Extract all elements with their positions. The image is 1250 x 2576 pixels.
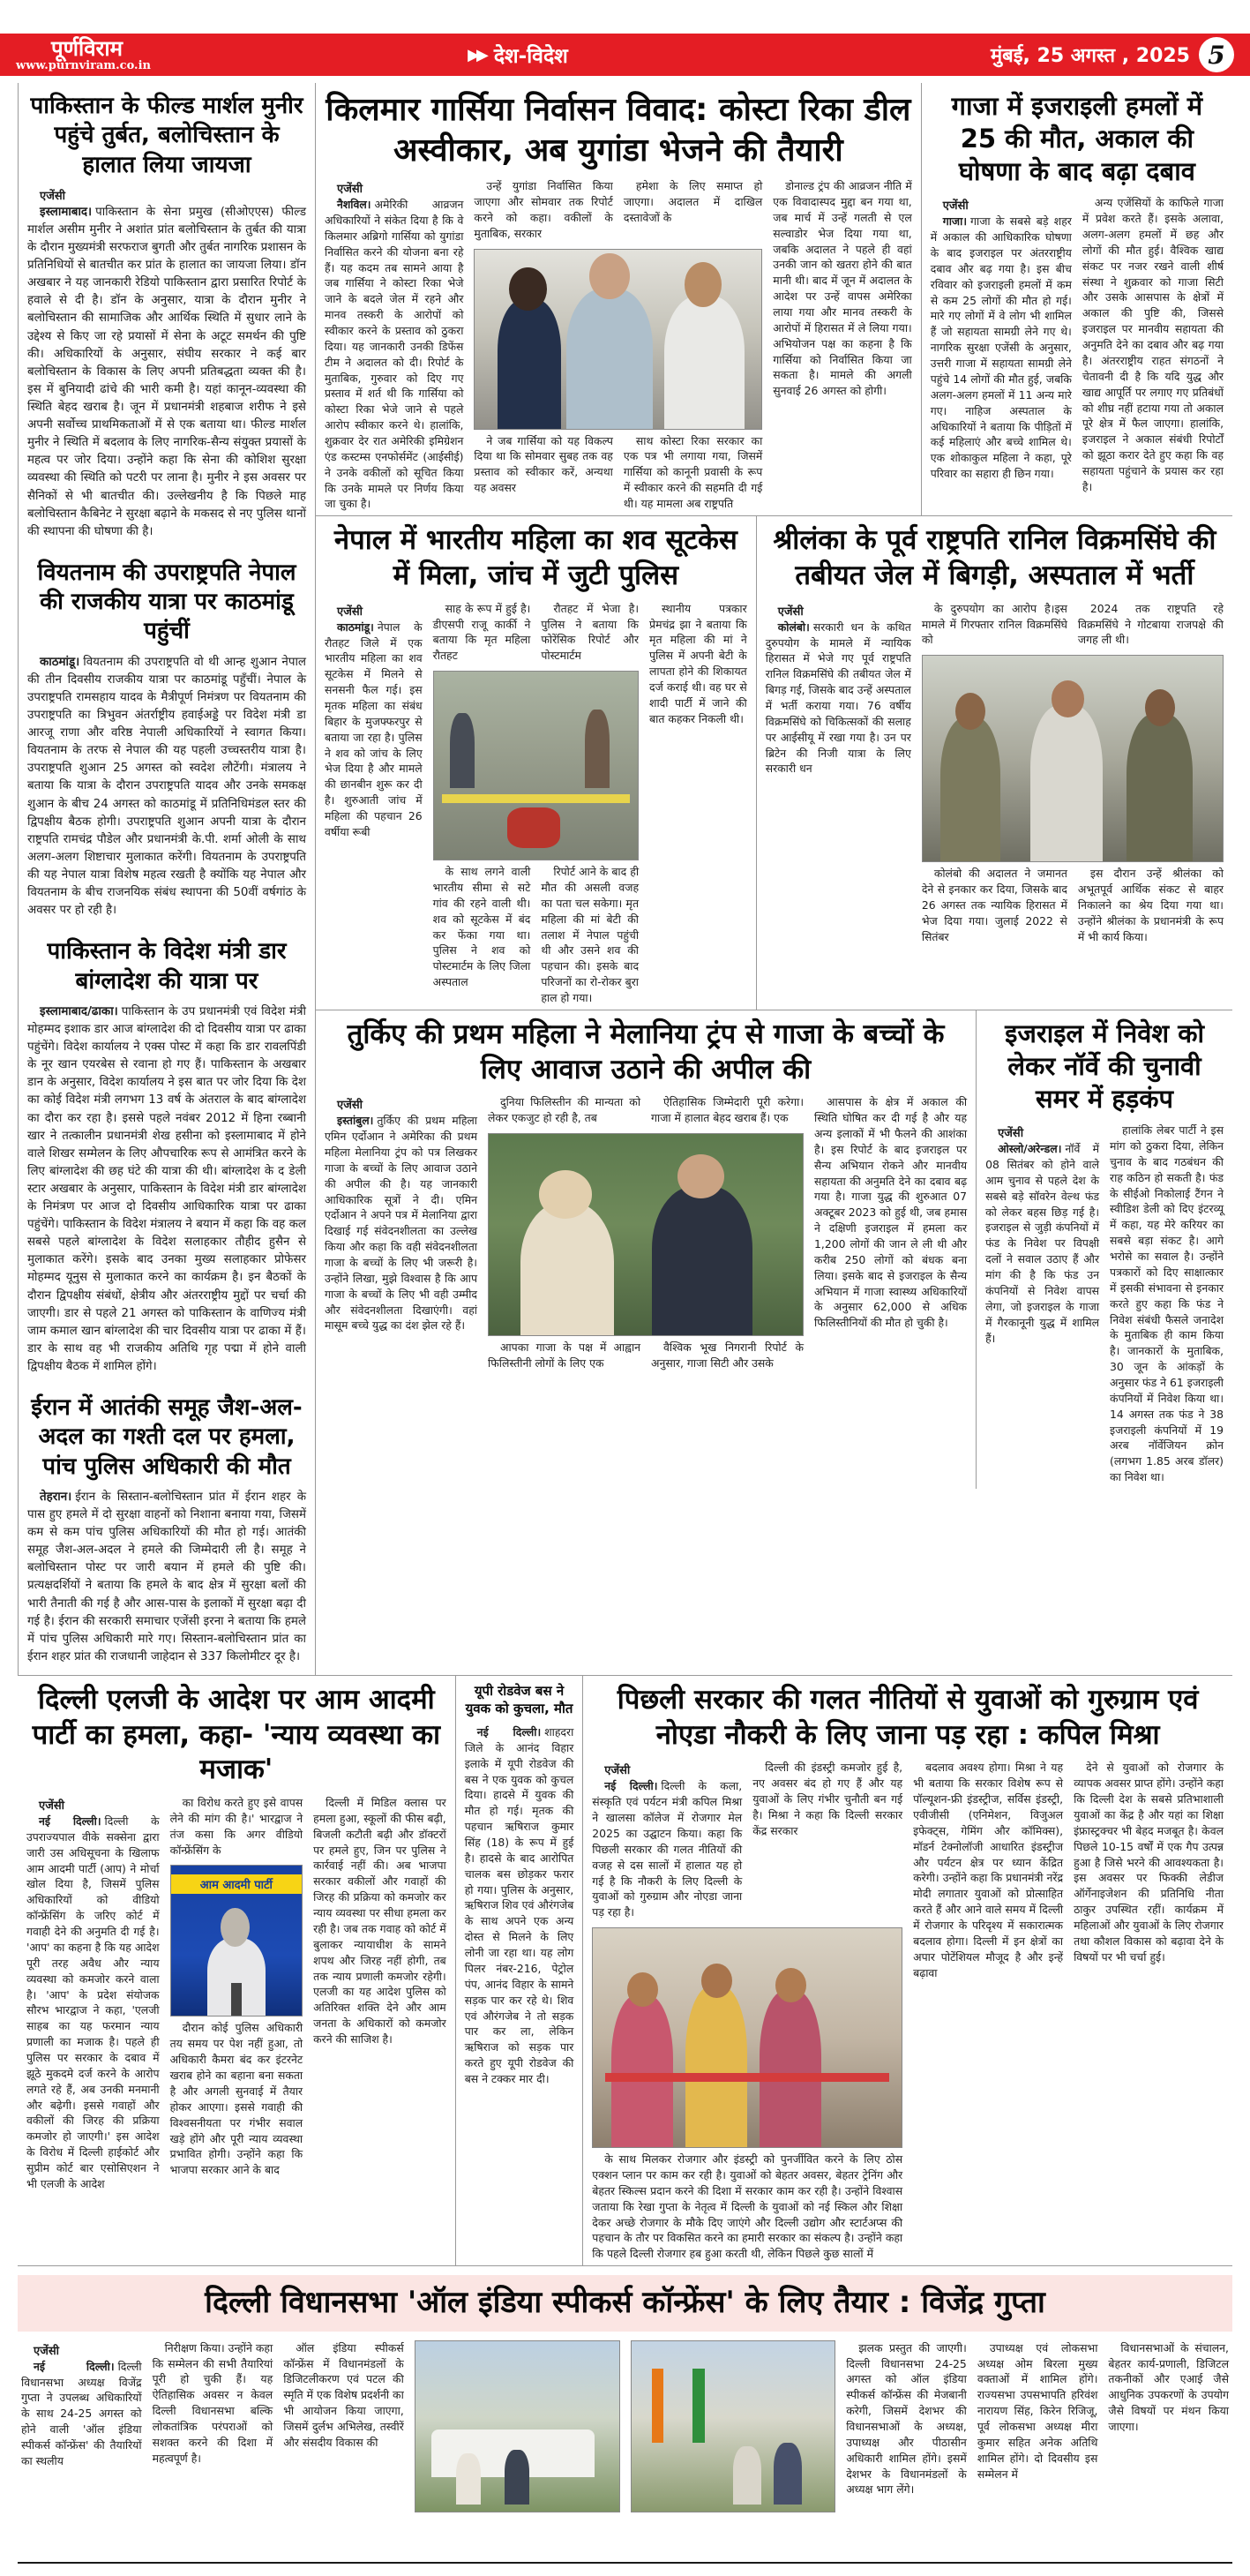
microphone (231, 1983, 242, 2016)
police-tape (442, 794, 630, 804)
headline: वियतनाम की उपराष्ट्रपति नेपाल की राजकीय यात्रा पर काठमांडू पहुंचीं (37, 559, 296, 645)
article-pak-munir (27, 83, 306, 550)
dateline: इस्लामाबाद। (40, 205, 93, 219)
headline: इजराइल में निवेश को लेकर नॉर्वे की चुनावी समर में हड़कंप (1005, 1018, 1204, 1115)
section-label: देश-विदेश (493, 45, 568, 68)
body-text: नई दिल्ली। शाहदरा जिले के आनंद विहार इलाके में यूपी रोडवेज की बस ने एक युवक को कुचल दिया। हादसे में युवक की मौत हो गई। मृतक की पहचान ऋषिराज कुमार सिंह (18) के रूप में हुई है। हादसे के बाद आरोपित चालक बस छोड़कर फरार हो गया। पुलिस के अनुसार, ऋषिराज शिव एवं औरंगजेब के साथ अपने एक अन्य दोस्त से मिलने के लिए लोनी जा रहा था। यह लोग पिलर नंबर-216, पेट्रोल पंप, आनंद विहार के सामने सड़क पार कर रहे थे। शिव एवं औरंगजेब ने तो सड़क पार कर ला, लेकिन ऋषिराज को सड़क पार करते हुए यूपी रोडवेज की बस ने टक्कर मार दी। (464, 1725, 574, 2085)
ribbon (605, 2073, 889, 2082)
byline: एजेंसी (942, 199, 969, 214)
column-1: एजेंसी नई दिल्ली। दिल्ली विधानसभा अध्यक्ष विजेंद्र गुप्ता ने उपलब्ध अधिकारियों के साथ 24-25 अगस्त को होने वाली 'ऑल इंडिया स्पीकर्स कॉन्फ्रेंस' की तैयारियों का स्थलीय (21, 2340, 142, 2548)
article-norway-fund (976, 1010, 1232, 1489)
column-3-top: 2024 तक राष्ट्रपति रहे विक्रमसिंघे ने गोटबाया राजपक्षे की जगह ली थी। (1077, 601, 1224, 647)
left-column (18, 83, 316, 1675)
below-photo-text: के साथ मिलकर रोजगार और इंडस्ट्री को पुनर्जीवित करने के लिए ठोस एक्शन प्लान पर काम कर रही है। युवाओं को बेहतर अवसर, बेहतर ट्रेनिंग और बेहतर स्किल्स प्रदान करने की दिशा में सरकार काम कर रही है। उन्होंने विश्वास जताया कि रेखा गुप्ता के नेतृत्व में दिल्ली के युवाओं को नई स्किल और शिक्षा देकर अच्छे रोजगार के मौके दिए जाएंगे और दिल्ली उद्योग और स्टार्टअप्स की पहचान के तौर पर विकसित करने का हमारी सरकार का संकल्प है। उन्होंने कहा कि पहले दिल्ली रोजगार हब हुआ करती थी, लेकिन पिछले कुछ सालों में (592, 2152, 903, 2261)
article-turkey-first-lady (316, 1010, 976, 1489)
dateline: तेहरान। (40, 1490, 72, 1504)
first-lady-silhouette (520, 1202, 615, 1334)
headline: पाकिस्तान के विदेश मंत्री डार बांग्लादेश की यात्रा पर (47, 938, 287, 995)
column-2: हालांकि लेबर पार्टी ने इस मांग को ठुकरा दिया, लेकिन चुनाव के बाद गठबंधन की राह कठिन हो सकती है। फंड के सीईओ निकोलाई टैंगन ने स्वीडिश डेली को दिए इंटरव्यू में कहा, यह मेरे करियर का सबसे बड़ा संकट है। आगे भरोसे का सवाल है। उन्होंने पत्रकारों को दिए साक्षात्कार में इसकी संभावना से इनकार करते हुए कहा कि फंड ने निवेश संबंधी फैसले जनादेश के मुताबिक ही काम किया है। जानकारों के मुताबिक, 30 जून के आंकड़ों के अनुसार फंड ने 61 इजराइली कंपनियों में निवेश किया था। 14 अगस्त तक फंड ने 38 इजराइली कंपनियों में 19 अरब नॉर्वेजियन क्रोन (लगभग 1.85 अरब डॉलर) का निवेश था। (1110, 1123, 1224, 1484)
column-3-top: रौतहट में भेजा है। पुलिस ने बताया कि फोरेंसिक रिपोर्ट और पोस्टमार्टम (541, 601, 640, 663)
officer-silhouette (940, 717, 1000, 861)
dateline: काठमांडू। (40, 655, 80, 669)
main-area (316, 83, 1232, 1675)
person-head (589, 253, 629, 300)
headline: पाकिस्तान के फील्ड मार्शल मुनीर पहुंचे तुर्बत, बलोचिस्तान के हालात लिया जायजा (30, 93, 303, 178)
person-silhouette (774, 2443, 802, 2504)
column-2: अन्य एजेंसियों के काफिले गाजा में प्रवेश करते हैं। इसके अलावा, अलग-अलग हमलों में छह और लोगों की मौत हुई। वैश्विक खाद्य संकट पर नजर रखने वाली शीर्ष संस्था ने शुक्रवार को गाजा सिटी और उसके आसपास के क्षेत्रों में अकाल की पुष्टि की, जिससे इजराइल पर मानवीय सहायता की अनुमति देने का दबाव और बढ़ गया है। अंतरराष्ट्रीय राहत संगठनों ने चेतावनी दी है कि यदि युद्ध और खाद्य आपूर्ति पर लगाए गए प्रतिबंधों को शीघ्र नहीं हटाया गया तो अकाल पूरे क्षेत्र में फैल जाएगा। हालांकि, इजराइल ने अकाल संबंधी रिपोर्टों को झूठा करार देते हुए कहा कि वह सहायता पहुंचाने के प्रयास कर रहा है। (1082, 196, 1224, 493)
person-head (685, 262, 722, 307)
column-2-bottom: कोलंबो की अदालत ने जमानत देने से इनकार कर दिया, जिसके बाद 26 अगस्त तक न्यायिक हिरासत में भेज दिया गया। जुलाई 2022 से सितंबर (921, 867, 1067, 943)
headline: गाजा में इजराइली हमलों में 25 की मौत, अकाल की घोषणा के बाद बढ़ा दबाव (951, 91, 1203, 187)
aap-press-conference-photo (170, 1865, 303, 2016)
column-3-bottom: वैश्विक भूख निगरानी रिपोर्ट के अनुसार, गाजा सिटी और उसके (651, 1340, 805, 1370)
masthead-right (991, 37, 1234, 72)
headline: नेपाल में भारतीय महिला का शव सूटकेस में मिला, जांच में जुटी पुलिस (333, 524, 737, 592)
column-2: निरीक्षण किया। उन्होंने कहा कि सम्मेलन की सभी तैयारियां पूरी हो चुकी हैं। यह ऐतिहासिक अवसर न केवल दिल्ली विधानसभा बल्कि लोकतांत्रिक परंपराओं को सशक्त करने की दिशा में महत्वपूर्ण है। (152, 2340, 273, 2465)
body-text: इस्लामाबाद/ढाका। पाकिस्तान के उप प्रधानमंत्री एवं विदेश मंत्री मोहम्मद इशाक डार आज बांग्लादेश की दो दिवसीय यात्रा पर ढाका पहुंचेंगे। विदेश कार्यालय ने एक्स पोस्ट में कहा कि डार रावलपिंडी के नूर खान एयरबेस से रवाना हो गए हैं। पाकिस्तान के अखबार डान के अनुसार, विदेश कार्यालय ने इस बात पर जोर दिया कि देश का कोई विदेश मंत्री लगभग 13 वर्ष के अंतराल के बाद बांग्लादेश का दौरा कर रहा है। इससे पहले नवंबर 2012 में हिना रब्बानी खार ने तत्कालीन प्रधानमंत्री शेख हसीना को इस्लामाबाद में होने वाले शिखर सम्मेलन के लिए औपचारिक रूप से आमंत्रित करने के लिए बांग्लादेश की छह घंटे की यात्रा की थी। बांग्लादेश के द डेली स्टार अखबार के अनुसार, पाकिस्तान के विदेश मंत्री डार बांग्लादेश के निमंत्रण पर आज दो दिवसीय आधिकारिक यात्रा पर ढाका पहुंचेंगे। पाकिस्तान के विदेश मंत्रालय ने बयान में कहा कि वह कल सबसे पहले बांग्लादेश के विदेश सलाहकार तौहीद हुसैन से मुलाकात करेंगे। इसके बाद उनका मुख्य सलाहकार प्रोफेसर मोहम्मद यूनुस से मुलाकात करने का कार्यक्रम है। इन बैठकों के दौरान द्विपक्षीय संबंधों, क्षेत्रीय और अंतरराष्ट्रीय मुद्दों पर चर्चा की जाएगी। डार से पहले 21 अगस्त को पाकिस्तान के वाणिज्य मंत्री जाम कमाल खान बांग्लादेश की चार दिवसीय यात्रा पर ढाका में हैं। डार के साथ वह भी राजकीय अतिथि गृह पद्मा में होने वाली द्विपक्षीय बैठक में शामिल होंगे। (27, 1004, 306, 1374)
column-4: स्थानीय पत्रकार प्रेमचंद्र झा ने बताया कि मृत महिला की मां ने पुलिस में अपनी बेटी के लापता होने की शिकायत दर्ज कराई थी। वह घर से शादी पार्टी में जाने की बात कहकर निकली थी। (649, 601, 747, 725)
person-silhouette (505, 2450, 529, 2505)
wickremesinghe-escort-photo (922, 655, 1224, 862)
column-4: आसपास के क्षेत्र में अकाल की स्थिति घोषित कर दी गई है और यह अन्य इलाकों में भी फैलने की आशंका है। इस रिपोर्ट के बाद इजराइल पर सैन्य अभियान रोकने और मानवीय सहायता की अनुमति देने का दबाव बढ़ गया है। गाजा युद्ध की शुरुआत 07 अक्टूबर 2023 को हुई थी, जब हमास ने दक्षिणी इजराइल में हमला कर 1,200 लोगों की जान ले ली थी और करीब 250 लोगों को बंधक बना लिया। इसके बाद से इजराइल के सैन्य अभियान में गाजा स्वास्थ्य अधिकारियों के अनुसार 62,000 से अधिक फिलिस्तीनियों की मौत हो चुकी है। (814, 1095, 968, 1330)
column-2-top: दुनिया फिलिस्तीन की मान्यता को लेकर एकजुट हो रही है, तब (488, 1095, 641, 1125)
section-chevron-icon: ▶▶ (468, 45, 485, 64)
column-2-top: के दुरुपयोग का आरोप है।इस मामले में गिरफ्तार रानिल विक्रमसिंघे को (921, 601, 1067, 647)
column-2-bottom: आपका गाजा के पक्ष में आह्वान फिलिस्तीनी लोगों के लिए एक (488, 1340, 641, 1370)
column-2-bottom: के साथ लगने वाली भारतीय सीमा से सटे गांव की रहने वाली थी। शव को सूटकेस में बंद कर फेंका गया था। पुलिस ने शव को पोस्टमार्टम के लिए जिला अस्पताल (432, 865, 531, 989)
dateline: नई दिल्ली। (34, 2359, 115, 2373)
article-dar-bangladesh (27, 928, 306, 1385)
website-url: www.purnviram.co.in (16, 58, 151, 72)
person-silhouette (664, 296, 745, 428)
article-vietnam-vp (27, 550, 306, 928)
body-text: काठमांडू। वियतनाम की उपराष्ट्रपति वो थी आन्ह शुआन नेपाल की तीन दिवसीय राजकीय यात्रा पर काठमांडू पहुँचीं। नेपाल के उपराष्ट्रपति रामसहाय यादव के मैत्रीपूर्ण निमंत्रण पर वियतनाम की उपराष्ट्रपति का त्रिभुवन अंतर्राष्ट्रीय हवाईअड्डे पर विदेश मंत्री डा आरजू राणा और वरिष्ठ नेपाली अधिकारियों ने स्वागत किया।वियतनाम के तरफ से नेपाल की यह पहली उच्चस्तरीय यात्रा है। उपराष्ट्रपति शुआन 25 अगस्त को स्वदेश लौटेंगी। मंत्रालय ने बताया कि यात्रा के दौरान उपराष्ट्रपति यादव और उनके समकक्ष शुआन के बीच 24 अगस्त को काठमांडू में प्रतिनिधिमंडल स्तर की द्विपक्षीय बैठक होगी। उपराष्ट्रपति शुआन अपनी यात्रा के दौरान राष्ट्रपति रामचंद्र पौडेल और प्रधानमंत्री के.पी. शर्मा ओली के साथ अलग-अलग शिष्टाचार मुलाकात करेंगी। वियतनाम के उपराष्ट्रपति की यह नेपाल यात्रा विशेष महत्व रखती है क्योंकि यह नेपाल और वियतनाम के बीच राजनयिक संबंध स्थापना की 50वीं वर्षगांठ के अवसर पर हो रही है। (27, 655, 306, 918)
article-kapil-mishra (582, 1676, 1232, 2265)
column-3-bottom: साथ कोस्टा रिका सरकार का एक पत्र भी लगाया गया, जिसमें गार्सिया को कानूनी प्रवासी के रूप में स्वीकार करने की सहमति दी गई थी। यह मामला अब राष्ट्रपति (623, 433, 763, 511)
photo-column (631, 2340, 836, 2548)
headline: पिछली सरकार की गलत नीतियों से युवाओं को गुरुग्राम एवं नोएडा नौकरी के लिए जाना पड़ रहा : कपिल मिश्रा (617, 1684, 1199, 1751)
article-delhi-lg-aap (18, 1676, 455, 2265)
dateline: नैशविल। (337, 198, 371, 212)
person-head (1145, 689, 1175, 726)
column-5: उपाध्यक्ष एवं लोकसभा अध्यक्ष ओम बिरला मुख्य वक्ताओं में शामिल होंगे। राज्यसभा उपसभापति हरिवंश नारायण सिंह, किरेन रिजिजू, पूर्व लोकसभा अध्यक्ष मीरा कुमार सहित अनेक अतिथि शामिल होंगे। दो दिवसीय इस सम्मेलन में (977, 2340, 1098, 2481)
column-1: एजेंसी नई दिल्ली। दिल्ली के उपराज्यपाल वीके सक्सेना द्वारा जारी उस अधिसूचना के खिलाफ आम आदमी पार्टी (आप) ने मोर्चा खोल दिया है, जिसमें पुलिस अधिकारियों को वीडियो कॉन्फ्रेंसिंग के जरिए कोर्ट में गवाही देने की अनुमति दी गई है। 'आप' का कहना है कि यह आदेश पूरी तरह अवैध और न्याय व्यवस्था को कमजोर करने वाला है। 'आप' के प्रदेश संयोजक सौरभ भारद्वाज ने कहा, 'एलजी साहब का यह फरमान न्याय प्रणाली का मजाक है। पहले ही पुलिस पर सरकार के दबाव में झूठे मुकदमे दर्ज करने के आरोप लगते रहे हैं, अब उनकी मनमानी और बढ़ेगी। इससे गवाहों और वकीलों की जिरह की प्रक्रिया कमजोर हो जाएगी।' इस आदेश के विरोध में दिल्ली हाईकोर्ट और सुप्रीम कोर्ट बार एसोसिएशन ने भी एलजी के आदेश (26, 1795, 160, 2196)
headline-band (18, 2275, 1232, 2332)
page-content (0, 76, 1250, 2564)
column-2-top: साह के रूप में हुई है। डीएसपी राजू कार्की ने बताया कि मृत महिला रौतहट (432, 601, 531, 663)
paper-logo: पूर्णविराम (51, 35, 123, 61)
dateline: गाजा। (942, 214, 968, 229)
column-4: झलक प्रस्तुत की जाएगी। दिल्ली विधानसभा 24-25 अगस्त को ऑल इंडिया स्पीकर्स कॉन्फ्रेंस की मेजबानी करेगी, जिसमें देशभर की विधानसभाओं के अध्यक्ष, उपाध्यक्ष और पीठासीन अधिकारी शामिल होंगे। इसमें देशभर के विधानमंडलों के अध्यक्ष भाग लेंगे। (846, 2340, 967, 2497)
byline: एजेंसी (337, 605, 363, 619)
byline: एजेंसी (34, 2344, 59, 2358)
column-3-bottom: रिपोर्ट आने के बाद ही मौत की असली वजह का पता चल सकेगा। मृत महिला की मां बेटी की तलाश में नेपाल पहुंची थी और उसने शव की पहचान की। इसके बाद परिजनों का रो-रोकर बुरा हाल हो गया। (541, 865, 640, 1004)
column-4: डोनाल्ड ट्रंप की आव्रजन नीति में एक विवादास्पद मुद्दा बन गया था, जब मार्च में उन्हें गलती से एल सल्वाडोर भेज दिया गया था, जबकि अदालत ने पहले ही वहां उनकी जान को खतरा होने की बात मानी थी। बाद में जून में अदालत के आदेश पर उन्हें वापस अमेरिका लाया गया और मानव तस्करी के आरोपों में हिरासत में ले लिया गया। अभियोजन पक्ष का कहना है कि गार्सिया को निर्वासित किया जा सकता है। मामले की अगली सुनवाई 26 अगस्त को होगी। (773, 179, 912, 398)
article-up-roadways (455, 1676, 583, 2265)
woman-silhouette (611, 1994, 673, 2148)
byline: एजेंसी (337, 1099, 363, 1113)
dateline: इस्लामाबाद/ढाका। (40, 1004, 118, 1018)
column-1: एजेंसी नई दिल्ली। दिल्ली के कला, संस्कृति एवं पर्यटन मंत्री कपिल मिश्रा ने खालसा कॉलेज में रोजगार मेल 2025 का उद्घाटन किया। कहा कि पिछली सरकार की गलत नीतियों की वजह से दस सालों में हालात यह हो गई है कि नौकरी के लिए दिल्ली के युवाओं को गुरुग्राम और नोएडा जाना पड़ रहा है। (592, 1760, 742, 1924)
column-3-top: हमेशा के लिए समाप्त हो जाएगा। अदालत में दाखिल दस्तावेजों के (623, 179, 763, 224)
dateline: काठमांडू। (337, 620, 374, 634)
column-4: देने से युवाओं को रोजगार के व्यापक अवसर प्राप्त होंगे। उन्होंने कहा कि दिल्ली देश के सबसे प्रतिभाशाली युवाओं का केंद्र है और यहां का शिक्षा इंफ्रास्ट्रक्चर भी बेहद मजबूत है। केवल पिछले 10-15 वर्षों में एक गैप उत्पन्न हुआ है जिसे भरने की आवश्यकता है। इस अवसर पर फिक्की लेडीज ऑर्गेनाइजेशन की प्रतिनिधि नीता ठाकुर उपस्थित रहीं। कार्यक्रम में महिलाओं और युवाओं के लिए रोजगार तथा कौशल विकास को बढ़ावा देने के विषयों पर भी चर्चा हुई। (1074, 1761, 1224, 1964)
erdogan-silhouette (652, 1186, 752, 1335)
headline: दिल्ली विधानसभा 'ऑल इंडिया स्पीकर्स कॉन्फ्रेंस' के लिए तैयार : विजेंद्र गुप्ता (205, 2285, 1045, 2321)
person-silhouette (498, 299, 560, 428)
headline: यूपी रोडवेज बस ने युवक को कुचला, मौत (465, 1683, 573, 1716)
headline: श्रीलंका के पूर्व राष्ट्रपति रानिल विक्रमसिंघे की तबीयत जेल में बिगड़ी, अस्पताल में भर्ती (773, 524, 1216, 592)
conference-inspection-photo-2 (631, 2340, 836, 2512)
person-head (775, 1968, 806, 2003)
column-2-top: उन्हें युगांडा निर्वासित किया जाएगा और सोमवार तक रिपोर्ट करने को कहा। वकीलों के मुताबिक, सरकार (474, 179, 613, 240)
headline: किलमार गार्सिया निर्वासन विवाद: कोस्टा रिका डील अस्वीकार, अब युगांडा भेजने की तैयारी (326, 92, 911, 169)
dateline: ओस्लो/अरेन्डल। (998, 1142, 1062, 1156)
speaker-head (221, 1908, 250, 1947)
dateline: इस्तांबुल। (337, 1114, 374, 1128)
masthead-left (16, 35, 151, 72)
column-6: विधानसभाओं के संचालन, बेहतर कार्य-प्रणाली, डिजिटल तकनीकों और एआई जैसे आधुनिक उपकरणों के उपयोग जैसे विषयों पर मंथन किया जाएगा। (1108, 2340, 1229, 2433)
masthead (0, 34, 1250, 76)
person-silhouette (566, 289, 652, 428)
column-3-top: ऐतिहासिक जिम्मेदारी पूरी करेगा। गाजा में हालात बेहद खराब हैं। एक (651, 1095, 805, 1125)
column-1: एजेंसी नैशविल। अमेरिकी आव्रजन अधिकारियों ने संकेत दिया है कि वे किलमार अब्रिगो गार्सिया को युगांडा निर्वासित करने की योजना बना रहे हैं। यह कदम तब सामने आया है जब गार्सिया ने कोस्टा रिका भेजे जाने के बदले जेल में रहने और मानव तस्करी के आरोपों को स्वीकार करने के प्रस्ताव को ठुकरा दिया। यह जानकारी उनकी डिफेंस टीम ने अदालत को दी। रिपोर्ट के मुताबिक, गुरुवार को दिए गए प्रस्ताव में शर्त थी कि गार्सिया को कोस्टा रिका भेजे जाने से पहले आरोप स्वीकार करने थे। हालांकि, शुक्रवार देर रात अमेरिकी इमिग्रेशन एंड कस्टम्स एनफोर्समेंट (आईसीई) ने उनके वकीलों को सूचित किया कि उनके मामले पर निर्णय किया जा चुका है। (325, 178, 463, 515)
page-number-badge: 5 (1199, 37, 1234, 72)
article-speakers-conference (18, 2275, 1232, 2564)
wickremesinghe-silhouette (1030, 705, 1103, 861)
person-silhouette (733, 2446, 761, 2505)
crime-scene-photo (433, 671, 639, 860)
section-title (468, 41, 568, 69)
conference-inspection-photo-1 (415, 2340, 620, 2512)
article-gaza-strikes (921, 83, 1232, 515)
column-2-top: दिल्ली की इंडस्ट्री कमजोर हुई है, नए अवसर बंद हो गए हैं और यह युवाओं के लिए गंभीर चुनौती बन गई है। मिश्रा ने कहा कि दिल्ली सरकार केंद्र सरकार (752, 1761, 903, 1837)
column-1: एजेंसी इस्तांबुल। तुर्किए की प्रथम महिला एमिन एर्दोआन ने अमेरिका की प्रथम महिला मेलानिया ट्रंप को पत्र लिखकर गाजा के बच्चों के लिए आवाज उठाने की अपील की है। यह जानकारी आधिकारिक सूत्रों ने दी। एमिन एर्दोआन ने अपने पत्र में मेलानिया द्वारा दिखाई गई संवेदनशीलता का उल्लेख किया और कहा कि वही संवेदनशीलता गाजा के बच्चों के लिए भी जरूरी है। उन्होंने लिखा, मुझे विश्वास है कि आप गाजा के बच्चों के लिए भी वही उम्मीद और संवेदनशीलता दिखाएंगी। वहां मासूम बच्चे युद्ध का दंश झेल रहे हैं। (325, 1094, 477, 1374)
column-3: ऑल इंडिया स्पीकर्स कॉन्फ्रेंस में विधानमंडलों के डिजिटलीकरण एवं पटल की स्मृति में एक विशेष प्रदर्शनी का भी आयोजन किया जाएगा, जिसमें दुर्लभ अभिलेख, तस्वीरें और संसदीय विकास की (283, 2340, 404, 2449)
woman-silhouette (760, 1990, 821, 2148)
person-head (509, 267, 546, 311)
red-cloth (507, 807, 560, 849)
photo-column (415, 2340, 620, 2548)
edition-date: मुंबई, 25 अगस्त , 2025 (990, 45, 1190, 67)
ribbon-cutting-photo (592, 1927, 902, 2148)
aap-backdrop-text: आम आदमी पार्टी (171, 1874, 303, 1894)
headline: ईरान में आतंकी समूह जैश-अल-अदल का गश्ती दल पर हमला, पांच पुलिस अधिकारी की मौत (31, 1394, 303, 1480)
headline: दिल्ली एलजी के आदेश पर आम आदमी पार्टी का हमला, कहा- 'न्याय व्यवस्था का मजाक' (32, 1684, 441, 1786)
dateline: नई दिल्ली। (604, 1779, 658, 1793)
column-1: एजेंसी कोलंबो। सरकारी धन के कथित दुरुपयोग के मामले में न्यायिक हिरासत में भेजे गए पूर्व राष्ट्रपति रानिल विक्रमसिंघे की तबीयत जेल में बिगड़ गई, जिसके बाद उन्हें अस्पताल में भर्ती कराया गया। 76 वर्षीय विक्रमसिंघे को चिकित्सकों की सलाह पर आईसीयू में रखा गया है। उन पर ब्रिटेन की निजी यात्रा के लिए सरकारी धन (766, 601, 911, 949)
byline: एजेंसी (777, 605, 804, 619)
headline: तुर्किए की प्रथम महिला ने मेलानिया ट्रंप से गाजा के बच्चों के लिए आवाज उठाने की अपील की (347, 1018, 945, 1085)
body-text: इस्लामाबाद। पाकिस्तान के सेना प्रमुख (सीओएएस) फील्ड मार्शल असीम मुनीर ने अशांत प्रांत बलोचिस्तान के तुर्बत की यात्रा के दौरान मुख्यमंत्री सरफराज बुगती और तुर्बत नागरिक प्रशासन के प्रतिनिधियों से बातचीत कर प्रांत के हालात का जायजा लिया। डॉन अखबार ने यह जानकारी रेडियो पाकिस्तान द्वारा प्रसारित रिपोर्ट के हवाले से दी है। डॉन के अनुसार, यात्रा के दौरान मुनीर ने बलोचिस्तान की सामाजिक और आर्थिक स्थिति में सुधार लाने के उद्देश्य से किए जा रहे प्रयासों में सेना के अटूट समर्थन की पुष्टि की। अधिकारियों के अनुसार, संघीय सरकार ने कई बार बलोचिस्तान के विकास के लिए अपनी प्रतिबद्धता व्यक्त की है। इस में बुनियादी ढांचे की भारी कमी है। यहां कानून-व्यवस्था की स्थिति बेहद खराब है। जून में प्रधानमंत्री शहबाज शरीफ ने इसे अपनी सर्वोच्च प्राथमिकताओं में से एक बताया था। फील्ड मार्शल मुनीर ने स्थिति में बदलाव के लिए नागरिक-सैन्य संयुक्त प्रयासों के महत्व पर जोर दिया। उन्होंने कहा कि सेना की कोशिश सुरक्षा व्यवस्था की स्थिति को पटरी पर लाना है। मुनीर ने इस अवसर पर सैनिकों से भी बातचीत की। उल्लेखनीय है कि पिछले माह बलोचिस्तान कैबिनेट ने सुरक्षा बढ़ाने के मकसद से नए पुलिस थानों की स्थापना की घोषणा की है। (27, 205, 306, 538)
column-2-top: का विरोध करते हुए इसे वापस लेने की मांग की है।' भारद्वाज ने तंज कसा कि अगर वीडियो कॉन्फ्रेंसिंग के (169, 1796, 303, 1857)
dateline: कोलंबो। (777, 620, 810, 634)
byline: एजेंसी (39, 1799, 64, 1814)
flag (652, 2369, 664, 2444)
byline: एजेंसी (40, 189, 65, 203)
erdogan-couple-photo (488, 1133, 804, 1336)
article-nepal-suitcase (316, 516, 756, 1010)
article-kilmar-garcia (316, 83, 921, 515)
body-text: तेहरान। ईरान के सिस्तान-बलोचिस्तान प्रांत में ईरान शहर के पास हुए हमले में दो सुरक्षा वाहनों को निशाना बनाया गया, जिसमें कम से कम पांच पुलिस अधिकारियों की मौत हो गई। आतंकी समूह जैश-अल-अदल ने हमले की जिम्मेदारी ली है। समूह ने बलोचिस्तान पोस्ट पर जारी बयान में हमले की पुष्टि की। प्रत्यक्षदर्शियों ने बताया कि हमले के बाद क्षेत्र में सुरक्षा बलों की भारी तैनाती की गई है और आस-पास के इलाकों में सुरक्षा बढ़ा दी गई है। ईरान की सरकारी समाचार एजेंसी इरना ने बताया कि हमले में पांच पुलिस अधिकारी मारे गए। सिस्तान-बलोचिस्तान प्रांत का ईरान शहर प्रांत की राजधानी जाहेदान से 337 किलोमीटर दूर है। (27, 1490, 306, 1664)
byline: एजेंसी (337, 183, 363, 197)
person-head (677, 1154, 724, 1198)
article-iran-attack (27, 1385, 306, 1675)
dateline: नई दिल्ली। (39, 1814, 101, 1829)
dateline: नई दिल्ली। (476, 1725, 542, 1739)
flag (692, 2369, 705, 2444)
column-3: दिल्ली में मिडिल क्लास पर हमला हुआ, स्कूलों की फीस बढ़ी, बिजली कटौती बढ़ी और डॉक्टरों पर हमले हुए, जिन पर पुलिस ने कार्रवाई नहीं की। अब भाजपा सरकार वकीलों और गवाहों की जिरह की प्रक्रिया को कमजोर कर न्याय व्यवस्था पर सीधा हमला कर रही है। जब तक गवाह को कोर्ट में बुलाकर न्यायाधीश के सामने शपथ और जिरह नहीं होगी, तब तक न्याय प्रणाली कमजोर रहेगी। एलजी का यह आदेश पुलिस को अतिरिक्त शक्ति देने और आम जनता के अधिकारों को कमजोर करने की साजिश है। (313, 1796, 446, 2046)
person-head (701, 1964, 732, 1999)
person-silhouette (450, 713, 475, 788)
headscarf (539, 1170, 593, 1219)
kilmar-garcia-photo (474, 249, 762, 430)
column-3: बदलाव अवश्य होगा। मिश्रा ने यह भी बताया कि सरकार विशेष रूप से पॉल्यूशन-फ्री इंडस्ट्रीज, सर्विस इंडस्ट्री, एवीजीसी (एनिमेशन, विजुअल इफेक्ट्स, गेमिंग और कॉमिक्स), मॉडर्न टेक्नोलॉजी आधारित इंडस्ट्रीज और पर्यटन क्षेत्र पर ध्यान केंद्रित करेगी। उन्होंने कहा कि प्रधानमंत्री नरेंद्र मोदी लगातार युवाओं को प्रोत्साहित करते हैं और आने वाले समय में दिल्ली में रोजगार के परिदृश्य में सकारात्मक बदलाव होगा। दिल्ली में इन क्षेत्रों का अपार पोटेंशियल मौजूद है और इन्हें बढ़ावा (913, 1761, 1064, 1979)
column-2-bottom: ने जब गार्सिया को यह विकल्प दिया था कि सोमवार सुबह तक वह प्रस्ताव को स्वीकार करें, अन्यथा यह अवसर (474, 433, 613, 495)
column-2-bottom: दौरान कोई पुलिस अधिकारी तय समय पर पेश नहीं हुआ, तो अधिकारी कैमरा बंद कर इंटरनेट खराब होने का बहाना बना सकता है और अगली सुनवाई में तैयार होकर आएगा। इससे गवाही की विश्वसनीयता पर गंभीर सवाल खड़े होंगे और पूरी न्याय व्यवस्था प्रभावित होगी। उन्होंने कहा कि भाजपा सरकार आने के बाद (169, 2021, 303, 2177)
column-3-bottom: इस दौरान उन्हें श्रीलंका को अभूतपूर्व आर्थिक संकट से बाहर निकालने का श्रेय दिया गया था। उन्होंने श्रीलंका के प्रधानमंत्री के रूप में भी कार्य किया। (1077, 867, 1224, 943)
column-1: एजेंसी काठमांडू। नेपाल के रौतहट जिले में एक भारतीय महिला का शव सूटकेस में मिलने से सनसनी फैल गई। इस मृतक महिला का संबंध बिहार के मुजफ्फरपुर से बताया जा रहा है। पुलिस ने शव को जांच के लिए भेज दिया है और मामले की छानबीन शुरू कर दी है। शुरुआती जांच में महिला की पहचान 26 वर्षीया रूबी (325, 601, 423, 1010)
officer-silhouette (1126, 714, 1193, 862)
woman-silhouette (685, 1986, 747, 2148)
person-silhouette (585, 710, 610, 788)
article-wickremesinghe (756, 516, 1232, 1010)
byline: एजेंसी (998, 1127, 1024, 1141)
page-bottom-rule (18, 2562, 1232, 2564)
byline: एजेंसी (604, 1764, 631, 1778)
person-silhouette (456, 2453, 481, 2505)
column-1: एजेंसी गाजा। गाजा के सबसे बड़े शहर में अकाल की आधिकारिक घोषणा के बाद इजराइल पर अंतरराष्ट्रीय दबाव और बढ़ गया है। इस बीच रविवार को इजराइली हमलों में कम से कम 25 लोगों की मौत हो गई। मारे गए लोगों में वे लोग भी शामिल हैं जो सहायता सामग्री लेने गए थे। नागरिक सुरक्षा एजेंसी के अनुसार, उत्तरी गाजा में सहायता सामग्री लेने पहुंचे 14 लोगों की मौत हुई, जबकि अलग-अलग हमलों में 11 अन्य मारे गए। नाहिज अस्पताल के अधिकारियों ने बताया कि पीड़ितों में कई महिलाएं और बच्चे शामिल थे। एक शोकाकुल महिला ने कहा, पूरे परिवार का सहारा ही छिन गया। (931, 195, 1072, 498)
column-1: एजेंसी ओस्लो/अरेन्डल। नॉर्वे में 08 सितंबर को होने वाले आम चुनाव से पहले देश के सबसे बड़े सॉवरेन वेल्थ फंड को लेकर बहस छिड़ गई है। इजराइल से जुड़ी कंपनियों में फंड के निवेश पर विपक्षी दलों ने सवाल उठाए हैं और मांग की है कि फंड उन कंपनियों से निवेश वापस लेगा, जो इजराइल के गाजा में गैरकानूनी युद्ध में शामिल हैं। (985, 1123, 1099, 1489)
person-head (627, 1972, 658, 2008)
